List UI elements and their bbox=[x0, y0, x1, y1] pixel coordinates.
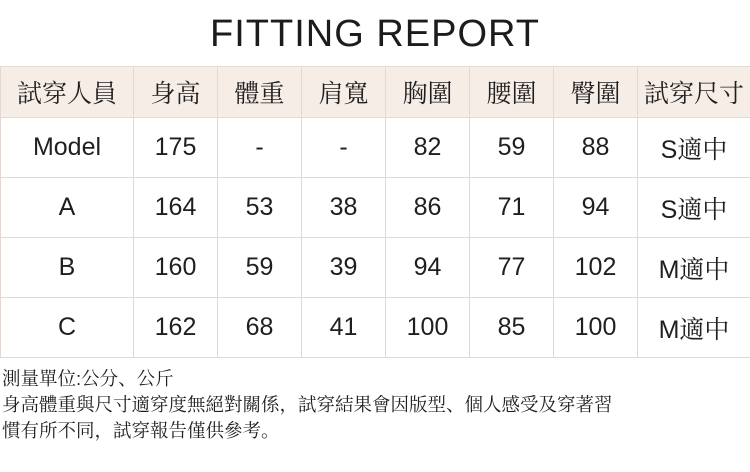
table-body bbox=[1, 118, 750, 358]
table-row bbox=[1, 178, 750, 238]
cell-bust: 94 bbox=[386, 238, 470, 298]
cell-size: S適中 bbox=[638, 118, 750, 178]
table-row bbox=[1, 298, 750, 358]
cell-weight: - bbox=[218, 118, 302, 178]
cell-shoulder: 41 bbox=[302, 298, 386, 358]
cell-tester: A bbox=[1, 178, 134, 238]
cell-height: 160 bbox=[134, 238, 218, 298]
cell-tester: B bbox=[1, 238, 134, 298]
column-header-bust: 胸圍 bbox=[386, 67, 470, 118]
cell-weight: 53 bbox=[218, 178, 302, 238]
table-header-row bbox=[1, 67, 750, 118]
fitting-report-table bbox=[0, 66, 750, 358]
cell-bust: 86 bbox=[386, 178, 470, 238]
column-header-hip: 臀圍 bbox=[554, 67, 638, 118]
cell-hip: 94 bbox=[554, 178, 638, 238]
cell-hip: 88 bbox=[554, 118, 638, 178]
cell-height: 175 bbox=[134, 118, 218, 178]
cell-weight: 59 bbox=[218, 238, 302, 298]
cell-hip: 100 bbox=[554, 298, 638, 358]
column-header-waist: 腰圍 bbox=[470, 67, 554, 118]
cell-shoulder: 39 bbox=[302, 238, 386, 298]
note-line-units: 測量單位:公分、公斤 bbox=[2, 368, 174, 389]
column-header-size: 試穿尺寸 bbox=[638, 67, 750, 118]
cell-size: M適中 bbox=[638, 238, 750, 298]
table-row bbox=[1, 238, 750, 298]
cell-shoulder: - bbox=[302, 118, 386, 178]
cell-tester: C bbox=[1, 298, 134, 358]
column-header-shoulder: 肩寬 bbox=[302, 67, 386, 118]
column-header-tester: 試穿人員 bbox=[1, 67, 134, 118]
table-row bbox=[1, 118, 750, 178]
cell-bust: 82 bbox=[386, 118, 470, 178]
cell-bust: 100 bbox=[386, 298, 470, 358]
cell-waist: 85 bbox=[470, 298, 554, 358]
cell-size: S適中 bbox=[638, 178, 750, 238]
column-header-height: 身高 bbox=[134, 67, 218, 118]
cell-height: 164 bbox=[134, 178, 218, 238]
note-line-disclaimer-2: 慣有所不同，試穿報告僅供參考。 bbox=[2, 420, 280, 441]
column-header-weight: 體重 bbox=[218, 67, 302, 118]
cell-size: M適中 bbox=[638, 298, 750, 358]
cell-hip: 102 bbox=[554, 238, 638, 298]
cell-waist: 71 bbox=[470, 178, 554, 238]
cell-weight: 68 bbox=[218, 298, 302, 358]
page-title: FITTING REPORT bbox=[210, 13, 540, 55]
measurement-notes bbox=[0, 358, 750, 444]
note-line-disclaimer-1: 身高體重與尺寸適穿度無絕對關係，試穿結果會因版型、個人感受及穿著習 bbox=[2, 394, 613, 415]
cell-shoulder: 38 bbox=[302, 178, 386, 238]
cell-waist: 59 bbox=[470, 118, 554, 178]
cell-waist: 77 bbox=[470, 238, 554, 298]
cell-tester: Model bbox=[1, 118, 134, 178]
cell-height: 162 bbox=[134, 298, 218, 358]
table-head bbox=[1, 67, 750, 118]
